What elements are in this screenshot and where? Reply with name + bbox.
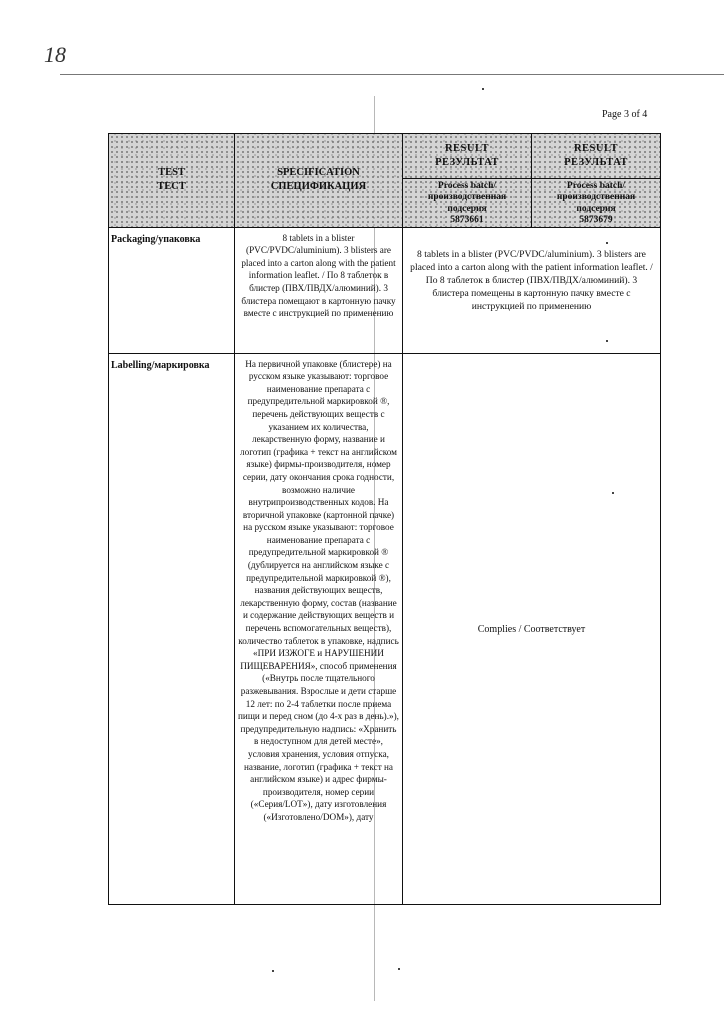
test-results-table <box>108 133 661 905</box>
result-text: Complies / Соответствует <box>477 623 586 635</box>
batch-label-line: Process batch/ <box>566 181 626 191</box>
result-cell <box>403 227 661 353</box>
specification-cell <box>235 353 403 904</box>
batch-label-line: подсерия <box>576 203 616 214</box>
batch-label-line: Process batch/ <box>437 181 497 191</box>
result-header-cell-2 <box>532 134 661 228</box>
batch-number: 5873679 <box>579 215 613 226</box>
specification-header-cell <box>235 134 403 228</box>
result-header-ru: РЕЗУЛЬТАТ <box>564 157 628 168</box>
scan-speck <box>398 968 400 970</box>
result-header-cell-1 <box>403 134 532 228</box>
batch-label-1 <box>403 179 531 227</box>
test-name: Labelling/маркировка <box>111 359 210 371</box>
scan-speck <box>482 88 484 90</box>
test-cell <box>109 353 235 904</box>
specification-header-ru: СПЕЦИФИКАЦИЯ <box>270 181 367 193</box>
result-cell <box>403 353 661 904</box>
result-header-en: RESULT <box>444 142 490 154</box>
test-header-en: TEST <box>158 167 185 179</box>
test-header-ru: ТЕСТ <box>157 181 186 193</box>
test-name: Packaging/упаковка <box>111 233 201 245</box>
specification-cell <box>235 227 403 353</box>
scan-top-rule <box>60 74 724 75</box>
specification-text: На первичной упаковке (блистере) на русском языке указывают: торговое наименование препарата с предупредительной маркировкой ®, перечень действующих веществ с указанием их количества, лекарственную форму, название и логотип (графика + текст на английском языке) фирмы-производителя, номер серии, дату окончания срока годности, возможно наличие внутрипроизводственных кодов. На вторичной упаковке (картонной пачке) на русском языке указывают: торговое наименование препарата с предупредительной маркировкой ® (дублируется на английском языке с предупредительной маркировкой ®), названия действующих веществ, лекарственную форму, состав (название и содержание действующих веществ и перечень вспомогательных веществ), количество таблеток в упаковке, надпись «ПРИ ИЗЖОГЕ и НАРУШЕНИИ ПИЩЕВАРЕНИЯ», способ применения («Внутрь после тщательного разжевывания. Взрослые и дети старше 12 лет: по 2-4 таблетки после приема пищи и перед сном (до 4-х раз в день).»), предупредительную надпись: «Хранить в недоступном для детей месте», условия хранения, условия отпуска, название, логотип (графика + текст на английском языке) и адрес фирмы-производителя, номер серии («Серия/LOT»), дату изготовления («Изготовлено/DOM»), дату <box>238 358 399 822</box>
result-header-ru: РЕЗУЛЬТАТ <box>435 157 499 168</box>
batch-label-line: производственная <box>556 192 636 203</box>
scan-speck <box>272 970 274 972</box>
test-header-cell <box>109 134 235 228</box>
test-cell <box>109 227 235 353</box>
specification-header-en: SPECIFICATION <box>277 167 360 179</box>
table-header-row <box>109 134 661 228</box>
table-row-packaging <box>109 227 661 353</box>
page-number: Page 3 of 4 <box>602 109 648 120</box>
result-text: 8 tablets in a blister (PVC/PVDC/aluminium). 3 blisters are placed into a carton along with the patient information leaflet. / По 8 таблеток в блистер (ПВХ/ПВДХ/алюминий). 3 блистера помещены в картонную пачку вместе с инструкцией по применению <box>410 248 653 312</box>
batch-label-line: производственная <box>427 192 507 203</box>
batch-label-line: подсерия <box>447 203 487 214</box>
specification-text: 8 tablets in a blister (PVC/PVDC/aluminium). 3 blisters are placed into a carton along with the patient information leaflet. / По 8 таблеток в блистер (ПВХ/ПВДХ/алюминий). 3 блистера помещают в картонную пачку вместе с инструкцией по применению <box>241 232 396 319</box>
result-header-en: RESULT <box>573 142 619 154</box>
handwritten-page-mark: 18 <box>44 42 66 67</box>
table-row-labelling <box>109 353 661 904</box>
batch-label-2 <box>532 179 660 227</box>
batch-number: 5873661 <box>450 215 484 226</box>
